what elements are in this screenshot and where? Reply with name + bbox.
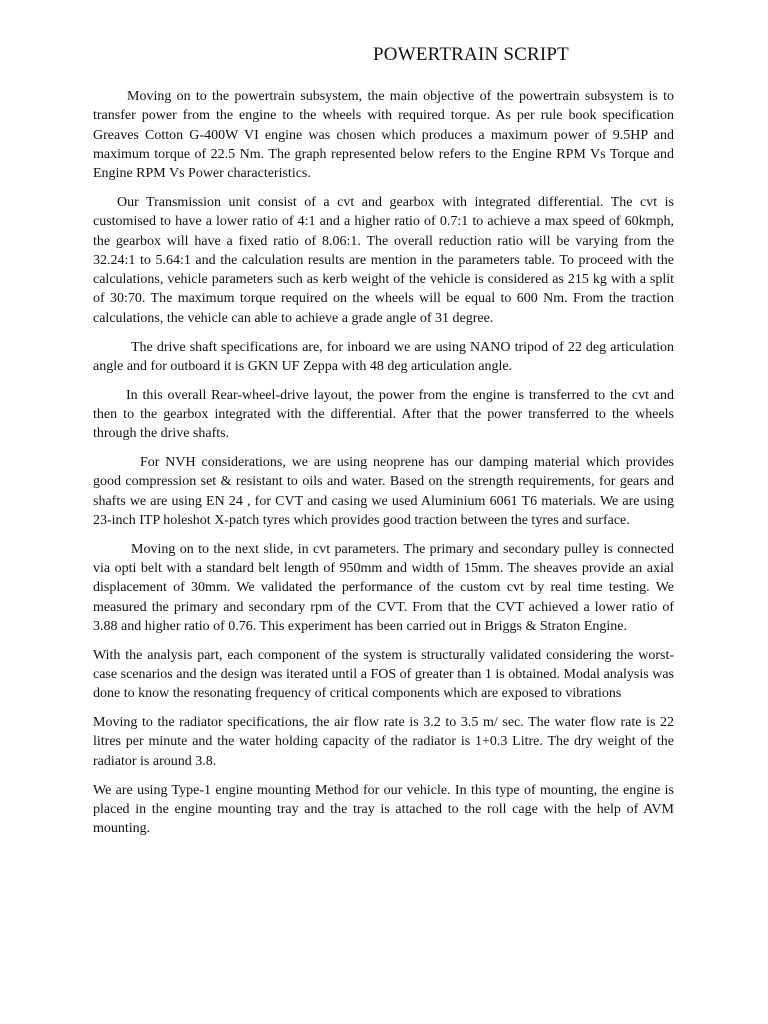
paragraph-powertrain-intro: Moving on to the powertrain subsystem, the main objective of the powertrain subsystem is to transfer power from the engine to the wheels with required torque. As per rule book specification Greaves Cotton G-400W VI engine was chosen which produces a maximum power of 9.5HP and maximum torque of 22.5 Nm. The graph represented below refers to the Engine RPM Vs Torque and Engine RPM Vs Power characteristics. (93, 89, 674, 182)
paragraph-transmission: Our Transmission unit consist of a cvt and gearbox with integrated differential. The cvt is customised to have a lower ratio of 4:1 and a higher ratio of 0.7:1 to achieve a max speed of 60kmph, the gearbox will have a fixed ratio of 8.06:1. The overall reduction ratio will be varying from the 32.24:1 to 5.64:1 and the calculation results are mention in the parameters table. To proceed with the calculations, vehicle parameters such as kerb weight of the vehicle is considered as 215 kg with a split of 30:70. The maximum torque required on the wheels will be equal to 600 Nm. From the traction calculations, the vehicle can able to achieve a grade angle of 31 degree. (93, 194, 674, 326)
document-title: POWERTRAIN SCRIPT (373, 44, 569, 65)
document-body (93, 87, 674, 848)
paragraph-nvh: For NVH considerations, we are using neoprene has our damping material which provides good compression set & resistant to oils and water. Based on the strength requirements, for gears and shafts we are using EN 24 , for CVT and casing we used Aluminium 6061 T6 materials. We are using 23-inch ITP holeshot X-patch tyres which provides good traction between the tyres and surface. (93, 455, 674, 528)
paragraph-engine-mounting: We are using Type-1 engine mounting Method for our vehicle. In this type of mounting, the engine is placed in the engine mounting tray and the tray is attached to the roll cage with the help of AVM mounting. (93, 782, 674, 837)
paragraph-layout: In this overall Rear-wheel-drive layout, the power from the engine is transferred to the cvt and then to the gearbox integrated with the differential. After that the power transferred to the wheels through the drive shafts. (93, 387, 674, 442)
paragraph-analysis: With the analysis part, each component of the system is structurally validated considering the worst-case scenarios and the design was iterated until a FOS of greater than 1 is obtained. Modal analysis was done to know the resonating frequency of critical components which are exposed to vibrations (93, 647, 674, 702)
paragraph-radiator: Moving to the radiator specifications, the air flow rate is 3.2 to 3.5 m/ sec. The water flow rate is 22 litres per minute and the water holding capacity of the radiator is 1+0.3 Litre. The dry weight of the radiator is around 3.8. (93, 715, 674, 769)
paragraph-cvt-parameters: Moving on to the next slide, in cvt parameters. The primary and secondary pulley is connected via opti belt with a standard belt length of 950mm and width of 15mm. The sheaves provide an axial displacement of 30mm. We validated the performance of the custom cvt by real time testing. We measured the primary and secondary rpm of the CVT. From that the CVT achieved a lower ratio of 3.88 and higher ratio of 0.76. This experiment has been carried out in Briggs & Straton Engine. (93, 541, 674, 634)
paragraph-drive-shaft: The drive shaft specifications are, for inboard we are using NANO tripod of 22 deg articulation angle and for outboard it is GKN UF Zeppa with 48 deg articulation angle. (93, 339, 674, 374)
